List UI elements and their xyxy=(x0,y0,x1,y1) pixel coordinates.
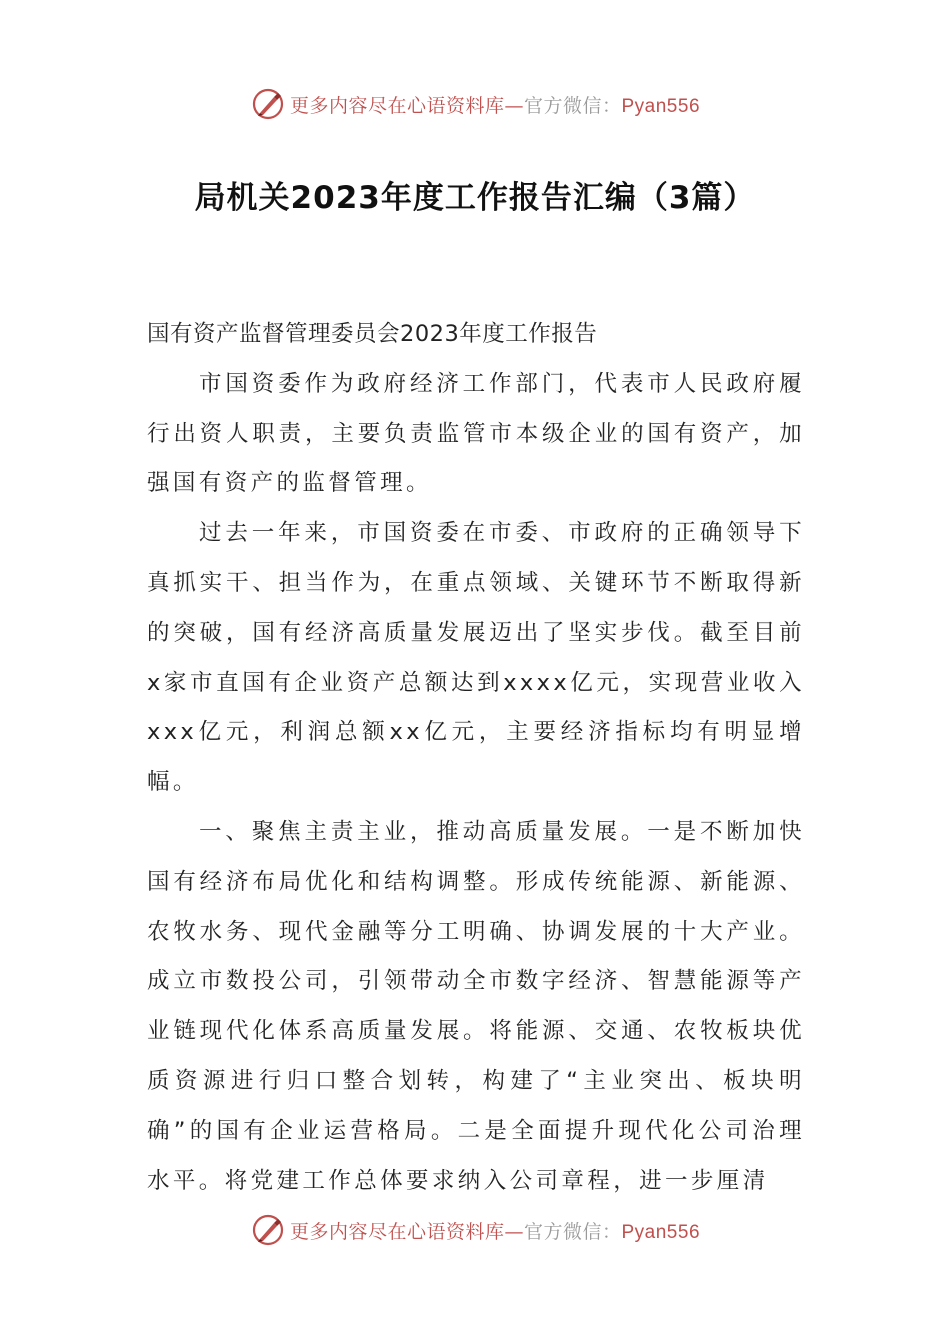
paragraph-1: 市国资委作为政府经济工作部门，代表市人民政府履行出资人职责，主要负责监管市本级企业的国有资产，加强国有资产的监督管理。 xyxy=(147,370,805,497)
watermark-separator: — xyxy=(504,94,524,117)
watermark-wechat-id: Pyan556 xyxy=(621,95,701,117)
watermark-site: 更多内容尽在心语资料库 xyxy=(289,94,505,117)
report-subtitle: 国有资产监督管理委员会2023年度工作报告 xyxy=(147,321,598,347)
watermark-wechat-label: 官方微信： xyxy=(523,94,622,117)
watermark-site: 更多内容尽在心语资料库 xyxy=(289,1220,505,1243)
document-body xyxy=(147,310,805,1206)
watermark-wechat-id: Pyan556 xyxy=(621,1221,701,1243)
paragraph-3: 一、聚焦主责主业，推动高质量发展。一是不断加快国有经济布局优化和结构调整。形成传统能源、新能源、农牧水务、现代金融等分工明确、协调发展的十大产业。成立市数投公司，引领带动全市数字经济、智慧能源等产业链现代化体系高质量发展。将能源、交通、农牧板块优质资源进行归口整合划转，构建了“主业突出、板块明确”的国有企业运营格局。二是全面提升现代化公司治理水平。将党建工作总体要求纳入公司章程，进一步厘清 xyxy=(147,818,805,1194)
watermark-separator: — xyxy=(504,1220,524,1243)
document-title: 局机关2023年度工作报告汇编（3篇） xyxy=(194,180,756,216)
pen-logo-icon xyxy=(250,1212,286,1248)
watermark-banner-bottom xyxy=(0,1210,950,1250)
watermark-wechat-label: 官方微信： xyxy=(523,1220,622,1243)
pen-logo-icon xyxy=(250,86,286,122)
watermark-text xyxy=(290,1217,700,1244)
watermark-text xyxy=(290,91,700,118)
watermark-banner-top xyxy=(0,84,950,124)
paragraph-2: 过去一年来，市国资委在市委、市政府的正确领导下真抓实干、担当作为，在重点领域、关键环节不断取得新的突破，国有经济高质量发展迈出了坚实步伐。截至目前x家市直国有企业资产总额达到xxxx亿元，实现营业收入xxx亿元，利润总额xx亿元，主要经济指标均有明显增幅。 xyxy=(147,520,805,796)
